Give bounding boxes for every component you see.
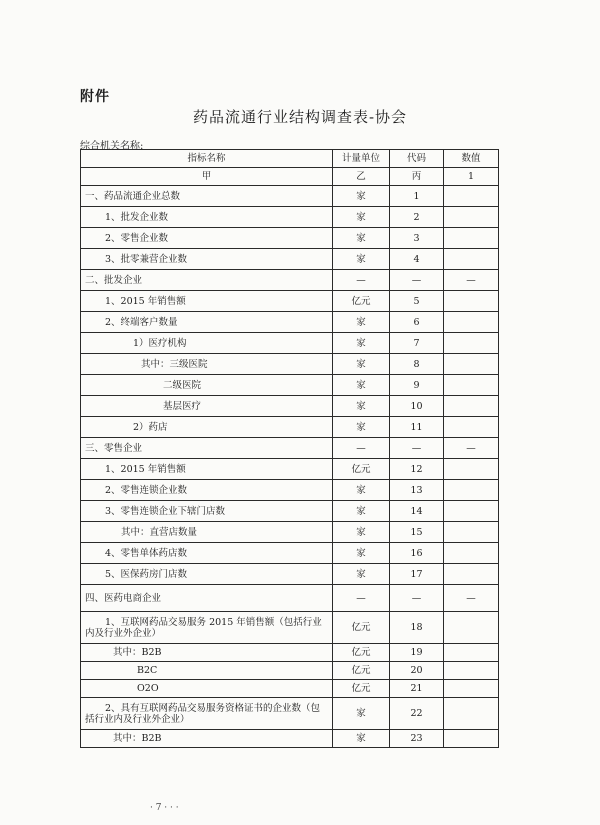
row-unit: 家 xyxy=(333,354,390,375)
org-name-label: 综合机关名称: xyxy=(80,141,144,152)
row-unit: — xyxy=(333,585,390,612)
row-unit: 亿元 xyxy=(333,662,390,680)
row-code: 8 xyxy=(390,354,444,375)
row-code: 16 xyxy=(390,543,444,564)
row-code: 15 xyxy=(390,522,444,543)
row-code: 11 xyxy=(390,417,444,438)
row-code: 1 xyxy=(390,186,444,207)
row-name: 2、零售连锁企业数 xyxy=(81,480,333,501)
table-row xyxy=(81,333,499,354)
row-value[interactable] xyxy=(444,417,499,438)
row-name: 其中：B2B xyxy=(81,730,333,748)
row-code: 7 xyxy=(390,333,444,354)
row-name: 三、零售企业 xyxy=(81,438,333,459)
row-unit: 家 xyxy=(333,186,390,207)
row-value[interactable] xyxy=(444,291,499,312)
table-row xyxy=(81,501,499,522)
table-row xyxy=(81,543,499,564)
row-code: 18 xyxy=(390,612,444,644)
row-name: 2、具有互联网药品交易服务资格证书的企业数（包括行业内及行业外企业） xyxy=(81,698,333,730)
row-code: — xyxy=(390,438,444,459)
table-row xyxy=(81,662,499,680)
row-name: 其中：B2B xyxy=(81,644,333,662)
row-name: 1、互联网药品交易服务 2015 年销售额（包括行业内及行业外企业） xyxy=(81,612,333,644)
row-code: — xyxy=(390,585,444,612)
row-value[interactable] xyxy=(444,730,499,748)
row-value[interactable] xyxy=(444,249,499,270)
row-unit: 家 xyxy=(333,417,390,438)
row-code: 12 xyxy=(390,459,444,480)
row-name: B2C xyxy=(81,662,333,680)
row-value[interactable] xyxy=(444,662,499,680)
row-code: 3 xyxy=(390,228,444,249)
row-value[interactable] xyxy=(444,680,499,698)
header-indicator-name: 指标名称 xyxy=(81,150,333,168)
table-row xyxy=(81,291,499,312)
table-row xyxy=(81,585,499,612)
row-code: 19 xyxy=(390,644,444,662)
row-code: 2 xyxy=(390,207,444,228)
page-footer-mark: · 7 · · · xyxy=(150,803,179,813)
document-title: 药品流通行业结构调查表-协会 xyxy=(192,108,408,126)
table-row xyxy=(81,354,499,375)
row-unit: 家 xyxy=(333,207,390,228)
table-row xyxy=(81,438,499,459)
row-unit: 家 xyxy=(333,730,390,748)
row-name: 其中：直营店数量 xyxy=(81,522,333,543)
row-value[interactable] xyxy=(444,522,499,543)
row-value: — xyxy=(444,438,499,459)
row-name: 1、2015 年销售额 xyxy=(81,459,333,480)
row-value[interactable] xyxy=(444,333,499,354)
row-code: 21 xyxy=(390,680,444,698)
row-code: 13 xyxy=(390,480,444,501)
table-row xyxy=(81,228,499,249)
table-row xyxy=(81,680,499,698)
row-code: — xyxy=(390,270,444,291)
row-code: 14 xyxy=(390,501,444,522)
row-name: O2O xyxy=(81,680,333,698)
attachment-label: 附件 xyxy=(80,89,110,105)
table-row xyxy=(81,396,499,417)
table-row xyxy=(81,564,499,585)
header-unit: 计量单位 xyxy=(333,150,390,168)
table-row xyxy=(81,270,499,291)
row-code: 10 xyxy=(390,396,444,417)
row-code: 17 xyxy=(390,564,444,585)
row-unit: 家 xyxy=(333,249,390,270)
row-name: 1、批发企业数 xyxy=(81,207,333,228)
row-name: 四、医药电商企业 xyxy=(81,585,333,612)
subheader-value: 1 xyxy=(444,168,499,186)
row-value[interactable] xyxy=(444,564,499,585)
row-value[interactable] xyxy=(444,501,499,522)
row-name: 4、零售单体药店数 xyxy=(81,543,333,564)
table-row xyxy=(81,730,499,748)
row-unit: — xyxy=(333,270,390,291)
row-unit: 家 xyxy=(333,312,390,333)
row-name: 一、药品流通企业总数 xyxy=(81,186,333,207)
row-name: 二、批发企业 xyxy=(81,270,333,291)
row-name: 2）药店 xyxy=(81,417,333,438)
row-unit: 家 xyxy=(333,480,390,501)
row-unit: 亿元 xyxy=(333,291,390,312)
row-name: 3、批零兼营企业数 xyxy=(81,249,333,270)
row-value[interactable] xyxy=(444,644,499,662)
table-row xyxy=(81,612,499,644)
row-name: 1）医疗机构 xyxy=(81,333,333,354)
row-name: 二级医院 xyxy=(81,375,333,396)
subheader-unit: 乙 xyxy=(333,168,390,186)
row-unit: 亿元 xyxy=(333,612,390,644)
table-row xyxy=(81,186,499,207)
header-code: 代码 xyxy=(390,150,444,168)
row-name: 基层医疗 xyxy=(81,396,333,417)
row-value[interactable] xyxy=(444,228,499,249)
row-value: — xyxy=(444,585,499,612)
table-row xyxy=(81,312,499,333)
row-unit: 家 xyxy=(333,396,390,417)
row-value[interactable] xyxy=(444,354,499,375)
row-value: — xyxy=(444,270,499,291)
table-row xyxy=(81,522,499,543)
table-row xyxy=(81,480,499,501)
row-unit: 家 xyxy=(333,698,390,730)
subheader-code: 丙 xyxy=(390,168,444,186)
table-row xyxy=(81,207,499,228)
table-row xyxy=(81,249,499,270)
row-unit: 家 xyxy=(333,333,390,354)
row-name: 2、终端客户数量 xyxy=(81,312,333,333)
table-row xyxy=(81,417,499,438)
row-name: 2、零售企业数 xyxy=(81,228,333,249)
row-unit: 家 xyxy=(333,375,390,396)
row-unit: 亿元 xyxy=(333,644,390,662)
row-value[interactable] xyxy=(444,396,499,417)
row-value[interactable] xyxy=(444,207,499,228)
row-code: 4 xyxy=(390,249,444,270)
row-unit: — xyxy=(333,438,390,459)
row-unit: 家 xyxy=(333,228,390,249)
table-row xyxy=(81,375,499,396)
table-row xyxy=(81,698,499,730)
row-code: 5 xyxy=(390,291,444,312)
row-value[interactable] xyxy=(444,312,499,333)
row-name: 1、2015 年销售额 xyxy=(81,291,333,312)
row-unit: 家 xyxy=(333,522,390,543)
row-name: 3、零售连锁企业下辖门店数 xyxy=(81,501,333,522)
row-value[interactable] xyxy=(444,480,499,501)
table-row xyxy=(81,644,499,662)
row-name: 其中：三级医院 xyxy=(81,354,333,375)
row-unit: 亿元 xyxy=(333,459,390,480)
row-code: 22 xyxy=(390,698,444,730)
row-value[interactable] xyxy=(444,698,499,730)
header-value: 数值 xyxy=(444,150,499,168)
row-value[interactable] xyxy=(444,186,499,207)
row-unit: 亿元 xyxy=(333,680,390,698)
row-value[interactable] xyxy=(444,543,499,564)
row-code: 9 xyxy=(390,375,444,396)
row-unit: 家 xyxy=(333,564,390,585)
row-code: 6 xyxy=(390,312,444,333)
row-code: 20 xyxy=(390,662,444,680)
row-value[interactable] xyxy=(444,459,499,480)
subheader-name: 甲 xyxy=(81,168,333,186)
row-value[interactable] xyxy=(444,375,499,396)
survey-table xyxy=(80,149,499,748)
row-value[interactable] xyxy=(444,612,499,644)
table-row xyxy=(81,459,499,480)
row-code: 23 xyxy=(390,730,444,748)
row-name: 5、医保药房门店数 xyxy=(81,564,333,585)
row-unit: 家 xyxy=(333,501,390,522)
row-unit: 家 xyxy=(333,543,390,564)
